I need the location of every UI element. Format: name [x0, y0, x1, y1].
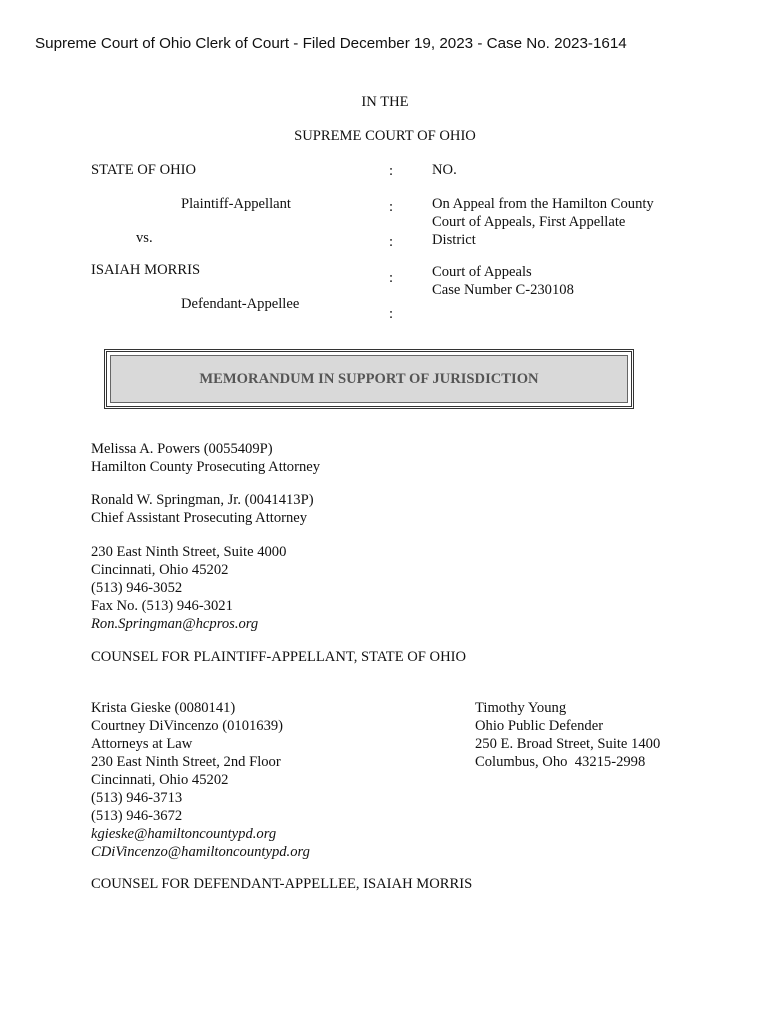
address-line: 230 East Ninth Street, Suite 4000: [91, 544, 287, 560]
attorney-title: Chief Assistant Prosecuting Attorney: [91, 510, 308, 526]
plaintiff-attorney-2: [91, 491, 314, 527]
attorney-title: Hamilton County Prosecuting Attorney: [91, 459, 321, 475]
defendant-name: ISAIAH MORRIS: [91, 262, 201, 278]
filing-header: Supreme Court of Ohio Clerk of Court - Filed December 19, 2023 - Case No. 2023-1614: [35, 35, 627, 52]
address-line: 250 E. Broad Street, Suite 1400: [475, 736, 661, 752]
caption-colon: :: [388, 234, 394, 250]
versus: vs.: [136, 230, 153, 246]
caption-colon: :: [388, 270, 394, 286]
plaintiff-attorney-1: [91, 440, 320, 476]
plaintiff-counsel-address: [91, 543, 286, 633]
plaintiff-role: Plaintiff-Appellant: [181, 196, 291, 212]
attorney-name: Krista Gieske (0080141): [91, 700, 236, 716]
email-line: Ron.Springman@hcpros.org: [91, 616, 259, 632]
email-line: CDiVincenzo@hamiltoncountypd.org: [91, 844, 310, 860]
appeals-case-block: [432, 263, 574, 299]
phone-line: (513) 946-3713: [91, 790, 183, 806]
address-line: Cincinnati, Ohio 45202: [91, 562, 229, 578]
caption-colon: :: [388, 163, 394, 179]
memorandum-title-panel: [110, 355, 628, 403]
plaintiff-counsel-label: COUNSEL FOR PLAINTIFF-APPELLANT, STATE OF OHIO: [91, 649, 467, 665]
defendant-counsel-label: COUNSEL FOR DEFENDANT-APPELLEE, ISAIAH MORRIS: [91, 876, 473, 892]
defendant-role: Defendant-Appellee: [181, 296, 300, 312]
attorney-name: Timothy Young: [475, 700, 567, 716]
court-name: SUPREME COURT OF OHIO: [294, 128, 476, 144]
address-line: Cincinnati, Ohio 45202: [91, 772, 229, 788]
email-line: kgieske@hamiltoncountypd.org: [91, 826, 277, 842]
appeal-from-line: District: [432, 232, 476, 248]
caption-colon: :: [388, 199, 394, 215]
attorney-name: Courtney DiVincenzo (0101639): [91, 718, 284, 734]
attorney-name: Ronald W. Springman, Jr. (0041413P): [91, 492, 314, 508]
phone-line: (513) 946-3672: [91, 808, 183, 824]
appeals-case-line: Case Number C-230108: [432, 282, 574, 298]
fax-line: Fax No. (513) 946-3021: [91, 598, 233, 614]
memorandum-title-box: [104, 349, 634, 409]
defendant-counsel-left: [91, 699, 310, 861]
case-number-label: NO.: [432, 162, 457, 178]
attorney-title: Ohio Public Defender: [475, 718, 604, 734]
defendant-counsel-right: [475, 699, 660, 771]
address-line: Columbus, Oho 43215-2998: [475, 754, 646, 770]
caption-colon: :: [388, 306, 394, 322]
appeals-case-line: Court of Appeals: [432, 264, 532, 280]
court-line-in-the: IN THE: [361, 94, 409, 110]
address-line: 230 East Ninth Street, 2nd Floor: [91, 754, 281, 770]
plaintiff-name: STATE OF OHIO: [91, 162, 197, 178]
appeal-from-line: Court of Appeals, First Appellate: [432, 214, 626, 230]
memorandum-title: MEMORANDUM IN SUPPORT OF JURISDICTION: [199, 370, 539, 387]
attorney-title: Attorneys at Law: [91, 736, 193, 752]
appeal-from-block: [432, 195, 654, 249]
appeal-from-line: On Appeal from the Hamilton County: [432, 196, 654, 212]
phone-line: (513) 946-3052: [91, 580, 183, 596]
attorney-name: Melissa A. Powers (0055409P): [91, 441, 273, 457]
